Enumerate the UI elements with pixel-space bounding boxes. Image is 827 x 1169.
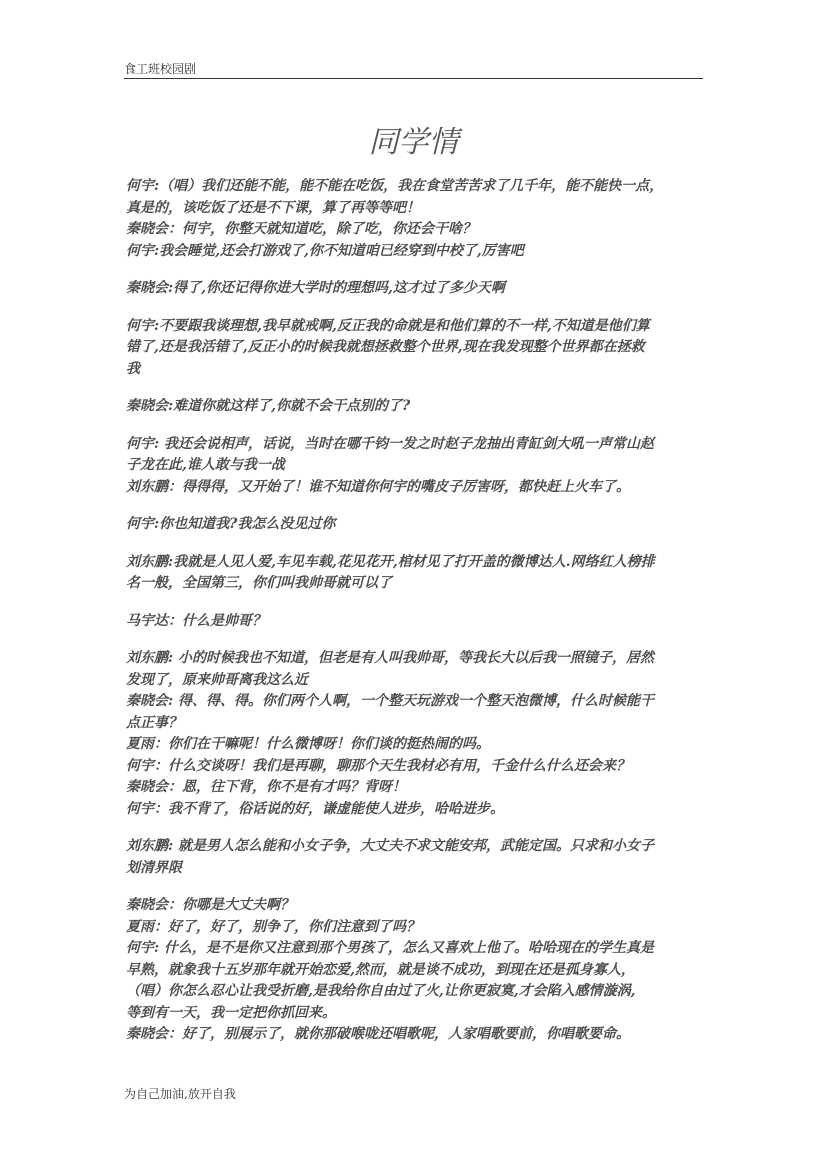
dialogue-block	[126, 396, 706, 418]
page-header	[124, 58, 703, 79]
dialogue-line: 何宇：我不背了，俗话说的好，谦虚能使人进步，哈哈进步。	[126, 800, 504, 817]
dialogue-line: 秦晓会：何宇，你整天就知道吃，除了吃，你还会干啥？	[126, 221, 476, 237]
dialogue-line: 何宇:我会睡觉,还会打游戏了,你不知道咱已经穿到中校了,厉害吧	[126, 242, 524, 259]
dialogue-line: 名一般，全国第三，你们叫我帅哥就可以了	[126, 575, 392, 591]
dialogue-line: 秦晓会：好了，别展示了，就你那破喉咙还唱歌呢，人家唱歌要前，你唱歌要命。	[126, 1026, 630, 1042]
dialogue-block	[126, 611, 706, 633]
dialogue-line: 点正事？	[126, 714, 182, 731]
dialogue-line: 马宇达：什么是帅哥？	[126, 612, 266, 629]
dialogue-line: 夏雨：好了，好了，别争了，你们注意到了吗？	[126, 918, 420, 935]
dialogue-line: 早熟，就象我十五岁那年就开始恋爱,然而，就是谈不成功，到现在还是孤身寡人，	[126, 961, 635, 978]
dialogue-line: 何宇:你也知道我?我怎么没见过你	[126, 516, 336, 532]
dialogue-line: 子龙在此,谁人敢与我一战	[126, 457, 285, 473]
dialogue-line: 何宇: 什么，是不是你又注意到那个男孩了，怎么又喜欢上他了。哈哈现在的学生真是	[126, 940, 655, 956]
dialogue-block	[126, 895, 706, 1046]
header-text: 食工班校园剧	[124, 62, 197, 76]
dialogue-line: 真是的，该吃饭了还是不下课，算了再等等吧！	[126, 199, 420, 216]
dialogue-block	[126, 434, 706, 499]
dialogue-line: 秦晓会：你哪是大丈夫啊？	[126, 897, 294, 913]
dialogue-line: 刘东鹏: 就是男人怎么能和小女子争，大丈夫不求文能安邦，武能定国。只求和小女子	[126, 838, 655, 854]
dialogue-block	[126, 316, 706, 381]
dialogue-line: 刘东鹏: 小的时候我也不知道，但老是有人叫我帅哥，等我长大以后我一照镜子，居然	[126, 650, 655, 666]
dialogue-line: 我	[126, 360, 140, 377]
page-footer: 为自己加油,放开自我	[124, 1087, 236, 1101]
dialogue-block	[126, 176, 706, 262]
dialogue-block	[126, 514, 706, 536]
dialogue-line: 秦晓会：恩，往下背，你不是有才吗？背呀！	[126, 779, 406, 795]
dialogue-line: 划清界限	[126, 859, 182, 876]
dialogue-line: 夏雨：你们在干嘛呢！什么微博呀！你们谈的挺热闹的吗。	[126, 736, 490, 752]
page-title: 同学情	[368, 125, 459, 160]
dialogue-line: 何宇: 我还会说相声，话说，当时在哪千钧一发之时赵子龙抽出青缸剑大吼一声常山赵	[126, 435, 655, 452]
dialogue-line: 秦晓会:得了,你还记得你进大学时的理想吗,这才过了多少天啊	[126, 280, 505, 296]
dialogue-block	[126, 648, 706, 820]
dialogue-line: 等到有一天，我一定把你抓回来。	[126, 1004, 336, 1021]
dialogue-line: 何宇：什么交谈呀！我们是再聊，聊那个天生我材必有用，千金什么什么还会来？	[126, 757, 630, 774]
dialogue-line: 刘东鹏:我就是人见人爱,车见车载,花见花开,棺材见了打开盖的微博达人.网络红人榜排	[126, 553, 655, 570]
dialogue-block	[126, 836, 706, 879]
dialogue-line: 错了,还是我活错了,反正小的时候我就想拯救整个世界,现在我发现整个世界都在拯救	[126, 339, 645, 355]
dialogue-line: 何宇:（唱）我们还能不能，能不能在吃饭，我在食堂苦苦求了几千年，能不能快一点，	[126, 178, 664, 194]
dialogue-line: 秦晓会: 得、得、得。你们两个人啊，一个整天玩游戏一个整天泡微博，什么时候能干	[126, 693, 655, 709]
dialogue-line: 秦晓会:难道你就这样了,你就不会干点别的了?	[126, 398, 411, 414]
dialogue-line: 何宇:不要跟我谈理想,我早就戒啊,反正我的命就是和他们算的不一样,不知道是他们算	[126, 317, 650, 334]
dialogue-line: 发现了，原来帅哥离我这么近	[126, 671, 308, 688]
dialogue-block	[126, 552, 706, 595]
dialogue-line: （唱）你怎么忍心让我受折磨,是我给你自由过了火,让你更寂寞,才会陷入感情漩涡,	[126, 983, 636, 999]
dialogue-block	[126, 278, 706, 300]
dialogue-line: 刘东鹏：得得得，又开始了！谁不知道你何宇的嘴皮子厉害呀，都快赶上火车了。	[126, 478, 630, 495]
script-body	[126, 176, 706, 1062]
